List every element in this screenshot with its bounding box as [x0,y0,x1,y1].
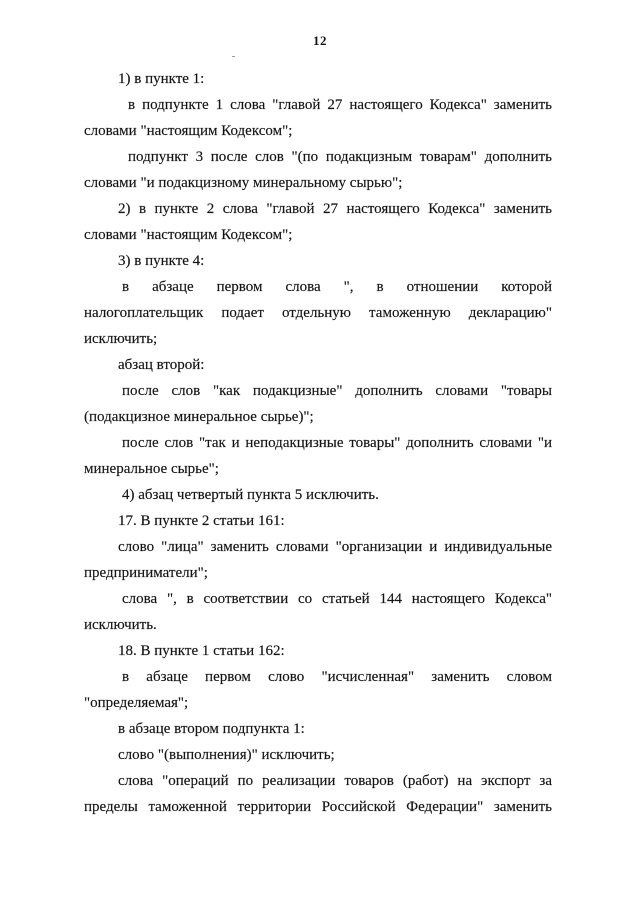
paragraph-line: 2) в пункте 2 слова "главой 27 настоящего Кодекса" заменить [118,201,552,217]
paragraph-line: в абзаце первом слово "исчисленная" заменить словом [122,669,552,685]
paragraph-18 [84,768,552,820]
paragraph-3 [84,144,552,196]
paragraph-line: в абзаце втором подпункта 1: [118,721,305,737]
paragraph-4 [84,196,552,248]
paragraph-line: налогоплательщик подает отдельную таможенную декларацию" [84,305,552,321]
paragraph-line: словами "и подакцизному минеральному сырью"; [84,175,403,191]
paragraph-line: 1) в пункте 1: [118,71,205,87]
paragraph-10 [84,482,552,508]
paragraph-16 [84,716,552,742]
paragraph-6 [84,274,552,352]
paragraph-1 [84,66,552,92]
paragraph-11 [84,508,552,534]
paragraph-14 [84,638,552,664]
paragraph-line: пределы таможенной территории Российской Федерации" заменить [84,799,552,815]
paragraph-2 [84,92,552,144]
paragraph-line: слова "операций по реализации товаров (работ) на экспорт за [118,773,552,789]
paragraph-line: слово "лица" заменить словами "организации и индивидуальные [118,539,552,555]
paragraph-line: 4) абзац четвертый пункта 5 исключить. [122,487,379,503]
paragraph-line: 3) в пункте 4: [118,253,205,269]
paragraph-line: словами "настоящим Кодексом"; [84,227,293,243]
paragraph-line: предприниматели"; [84,565,208,581]
paragraph-line: исключить; [84,331,158,347]
paragraph-9 [84,430,552,482]
paragraph-12 [84,534,552,586]
paragraph-line: 17. В пункте 2 статьи 161: [118,513,285,529]
paragraph-line: слова ", в соответствии со статьей 144 настоящего Кодекса" [122,591,552,607]
paragraph-line: после слов "как подакцизные" дополнить словами "товары [122,383,552,399]
paragraph-line: в абзаце первом слова ", в отношении которой [122,279,552,295]
paragraph-line: исключить. [84,617,157,633]
paragraph-line: 18. В пункте 1 статьи 162: [118,643,285,659]
paragraph-line: в подпункте 1 слова "главой 27 настоящего Кодекса" заменить [128,97,552,113]
paragraph-line: после слов "так и неподакцизные товары" дополнить словами "и [122,435,552,451]
paragraph-8 [84,378,552,430]
paragraph-line: "определяемая"; [84,695,189,711]
paragraph-15 [84,664,552,716]
document-body [84,66,552,820]
paragraph-5 [84,248,552,274]
paragraph-line: словами "настоящим Кодексом"; [84,123,293,139]
paragraph-13 [84,586,552,638]
paragraph-line: (подакцизное минеральное сырье)"; [84,409,314,425]
scan-speck [232,56,235,57]
paragraph-line: подпункт 3 после слов "(по подакцизным товарам" дополнить [128,149,552,165]
page-number: 12 [313,33,327,48]
paragraph-line: абзац второй: [118,357,205,373]
paragraph-line: минеральное сырье"; [84,461,219,477]
paragraph-7 [84,352,552,378]
paragraph-17 [84,742,552,768]
paragraph-line: слово "(выполнения)" исключить; [118,747,335,763]
